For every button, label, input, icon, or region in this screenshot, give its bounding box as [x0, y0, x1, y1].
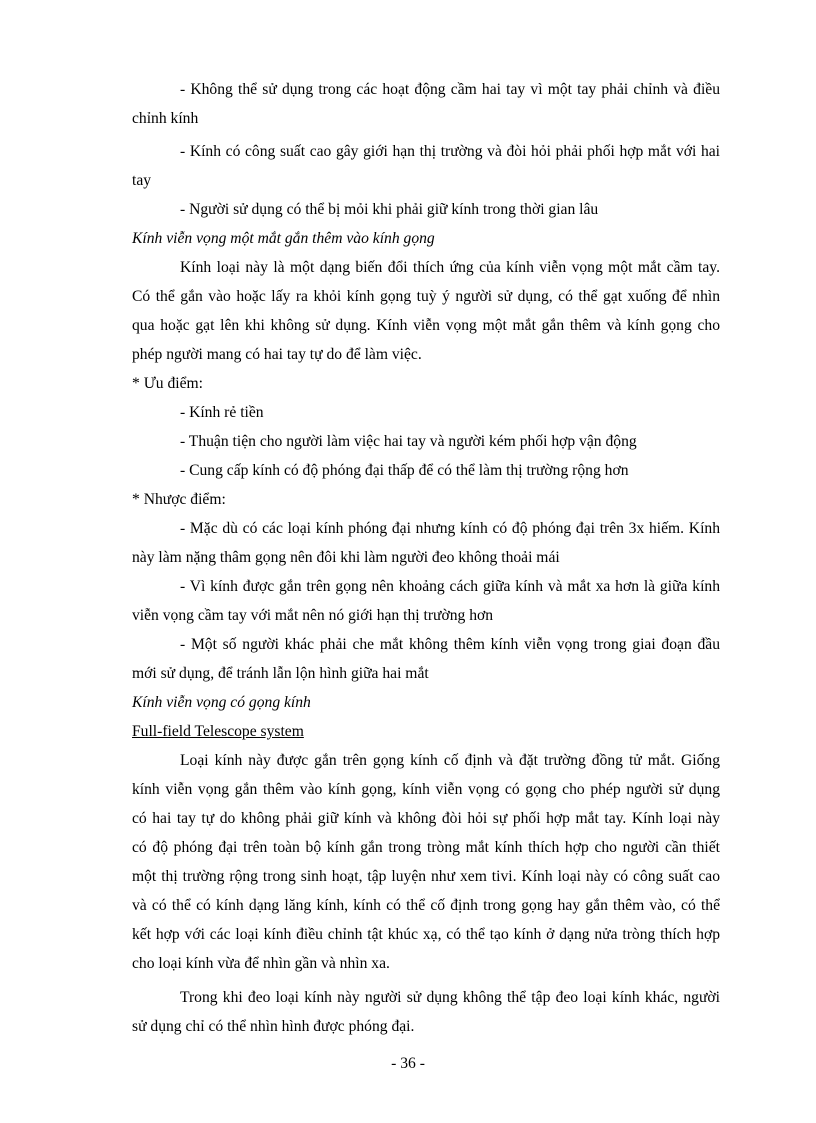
list-item-continued: mới sử dụng, để tránh lẫn lộn hình giữa hai mắt [132, 665, 429, 682]
section-subheading: Full-field Telescope system [132, 723, 304, 740]
paragraph-line: phép người mang có hai tay tự do để làm việc. [132, 346, 422, 363]
list-item: - Kính rẻ tiền [180, 404, 264, 421]
section-heading: Kính viễn vọng một mắt gắn thêm vào kính gọng [132, 230, 435, 247]
list-item: - Vì kính được gắn trên gọng nên khoảng cách giữa kính và mắt xa hơn là giữa kính [180, 578, 720, 595]
paragraph-line: Có thể gắn vào hoặc lấy ra khỏi kính gọng tuỳ ý người sử dụng, có thể gạt xuống để nhìn [132, 288, 720, 305]
paragraph-line: kính viễn vọng gắn thêm vào kính gọng, kính viễn vọng có gọng cho phép người sử dụng [132, 781, 720, 798]
paragraph-line: cho loại kính vừa để nhìn gần và nhìn xa. [132, 955, 390, 972]
list-item: - Mặc dù có các loại kính phóng đại nhưng kính có độ phóng đại trên 3x hiếm. Kính [180, 520, 720, 537]
paragraph-line: qua hoặc gạt lên khi không sử dụng. Kính viễn vọng một mắt gắn thêm và kính gọng cho [132, 317, 720, 334]
list-heading: * Nhược điểm: [132, 491, 226, 508]
paragraph-line: - Không thể sử dụng trong các hoạt động cầm hai tay vì một tay phải chỉnh và điều [180, 81, 720, 98]
page-number: - 36 - [391, 1055, 425, 1072]
list-heading: * Ưu điểm: [132, 375, 204, 392]
list-item-continued: này làm nặng thâm gọng nên đôi khi làm người đeo không thoải mái [132, 549, 560, 566]
paragraph-line: và có thể có kính dạng lăng kính, kính có thể cố định trong gọng hay gắn thêm vào, có thể [132, 897, 720, 914]
paragraph-line: kết hợp với các loại kính điều chỉnh tật khúc xạ, có thể tạo kính ở dạng nửa tròng thích hợp [132, 926, 720, 943]
paragraph-line: có hai tay tự do không phải giữ kính và không đòi hỏi sự phối hợp mắt tay. Kính loại này [132, 810, 720, 827]
paragraph-line: sử dụng chỉ có thể nhìn hình được phóng đại. [132, 1018, 415, 1035]
paragraph-line: - Người sử dụng có thể bị mỏi khi phải giữ kính trong thời gian lâu [180, 201, 599, 218]
paragraph-line: Trong khi đeo loại kính này người sử dụng không thể tập đeo loại kính khác, người [180, 989, 720, 1006]
paragraph-line: tay [132, 172, 152, 189]
paragraph-line: có độ phóng đại trên toàn bộ kính gắn trong tròng mắt kính thích hợp cho người cần thiết [132, 839, 720, 856]
section-heading: Kính viễn vọng có gọng kính [132, 694, 311, 711]
list-item: - Một số người khác phải che mắt không thêm kính viễn vọng trong giai đoạn đầu [180, 636, 720, 653]
list-item-continued: viễn vọng cầm tay với mắt nên nó giới hạn thị trường hơn [132, 607, 494, 624]
paragraph-line: - Kính có công suất cao gây giới hạn thị trường và đòi hỏi phải phối hợp mắt với hai [180, 143, 720, 160]
paragraph-line: Kính loại này là một dạng biến đổi thích ứng của kính viễn vọng một mắt cầm tay. [180, 259, 720, 276]
paragraph-line: Loại kính này được gắn trên gọng kính cố định và đặt trường đồng tử mắt. Giống [180, 752, 720, 769]
list-item: - Thuận tiện cho người làm việc hai tay và người kém phối hợp vận động [180, 433, 637, 450]
paragraph-line: chỉnh kính [132, 110, 199, 127]
paragraph-line: một thị trường rộng trong sinh hoạt, tập luyện như xem tivi. Kính loại này có công suất cao [132, 868, 720, 885]
list-item: - Cung cấp kính có độ phóng đại thấp để có thể làm thị trường rộng hơn [180, 462, 629, 479]
